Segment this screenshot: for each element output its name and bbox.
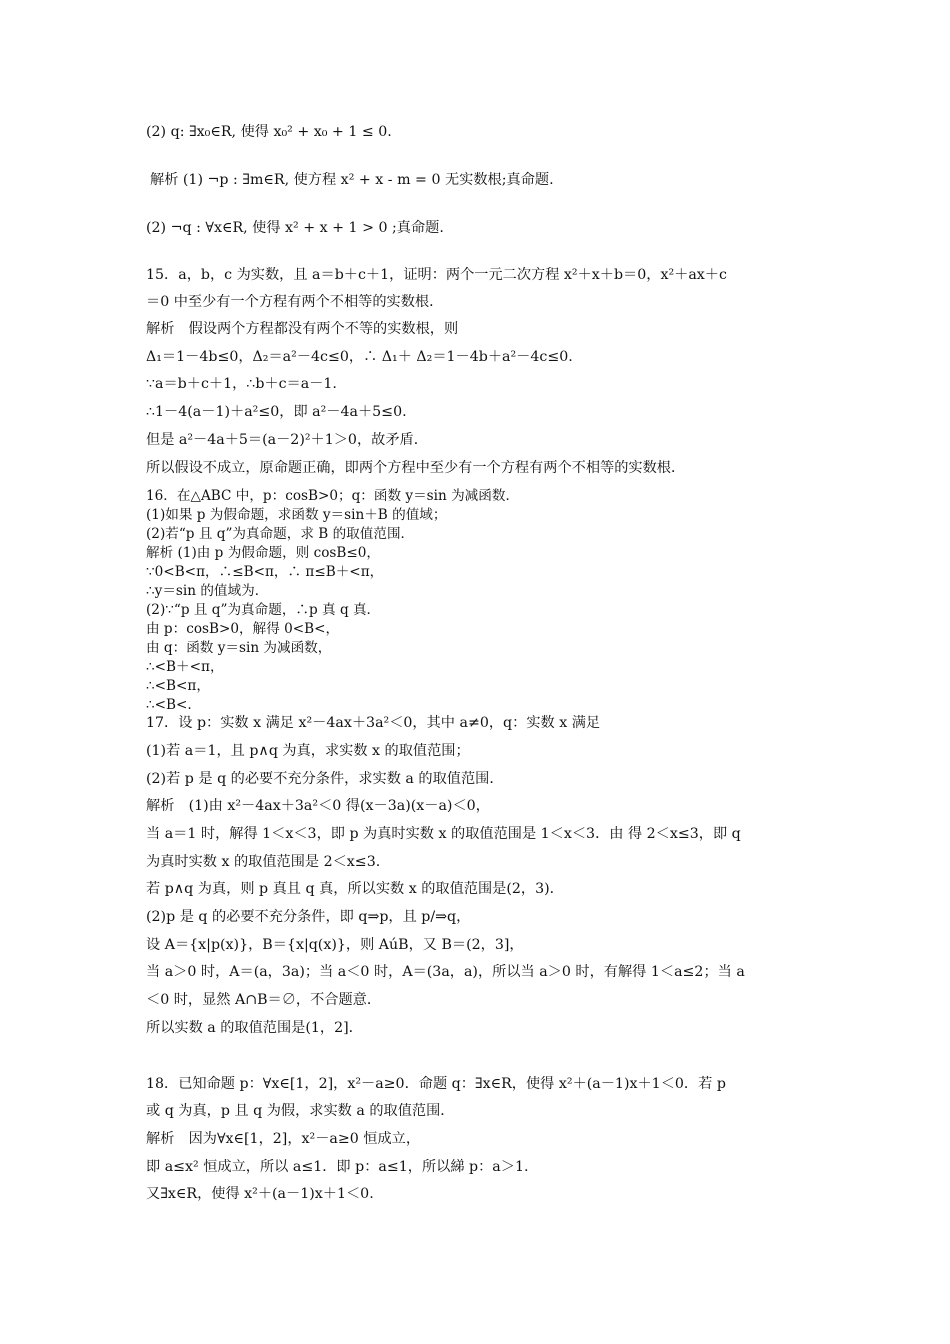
text-line-l04: 15．a，b，c 为实数，且 a＝b＋c＋1，证明：两个一元二次方程 x²＋x＋b＝0，x²＋ax＋c (146, 267, 727, 283)
text-line-l02: 解析 (1) ¬p : ∃m∈R, 使方程 x² + x - m = 0 无实数根;真命题. (150, 172, 554, 188)
text-line-l03: (2) ¬q : ∀x∈R, 使得 x² + x + 1 > 0 ;真命题. (146, 220, 444, 236)
text-line-l39: 即 a≤x² 恒成立，所以 a≤1．即 p：a≤1，所以綈 p：a＞1. (146, 1159, 529, 1175)
text-line-l31: (2)p 是 q 的必要不充分条件，即 q⇒p，且 p/⇒q， (146, 909, 471, 925)
text-line-l15: 解析 (1)由 p 为假命题，则 cosB≤0， (146, 545, 380, 561)
text-line-l40: 又∃x∈R，使得 x²＋(a－1)x＋1＜0. (146, 1186, 374, 1202)
text-line-l27: 解析 (1)由 x²－4ax＋3a²＜0 得(x－3a)(x－a)＜0， (146, 798, 490, 814)
text-line-l11: 所以假设不成立，原命题正确，即两个方程中至少有一个方程有两个不相等的实数根． (146, 460, 686, 476)
text-line-l28: 当 a＝1 时，解得 1＜x＜3，即 p 为真时实数 x 的取值范围是 1＜x＜3．由 得 2＜x≤3，即 q (146, 826, 741, 842)
text-line-l25: (1)若 a＝1，且 p∧q 为真，求实数 x 的取值范围； (146, 743, 470, 759)
text-line-l18: (2)∵“p 且 q”为真命题，∴p 真 q 真． (146, 602, 381, 618)
text-line-l17: ∴y＝sin 的值域为． (146, 583, 269, 599)
text-line-l13: (1)如果 p 为假命题，求函数 y＝sin＋B 的值域； (146, 507, 447, 523)
text-line-l37: 或 q 为真，p 且 q 为假，求实数 a 的取值范围． (146, 1103, 455, 1119)
text-line-l22: ∴<B<π， (146, 678, 210, 694)
text-line-l29: 为真时实数 x 的取值范围是 2＜x≤3. (146, 854, 381, 870)
text-line-l36: 18．已知命题 p：∀x∈[1，2]，x²－a≥0．命题 q：∃x∈R，使得 x²＋(a－1)x＋1＜0．若 p (146, 1076, 726, 1092)
text-line-l10: 但是 a²－4a＋5＝(a－2)²＋1＞0，故矛盾． (146, 432, 428, 448)
text-line-l19: 由 p：cosB>0，解得 0<B<， (146, 621, 340, 637)
text-line-l26: (2)若 p 是 q 的必要不充分条件，求实数 a 的取值范围． (146, 771, 504, 787)
text-line-l24: 17．设 p：实数 x 满足 x²－4ax＋3a²＜0，其中 a≠0，q：实数 x 满足 (146, 715, 601, 731)
text-line-l35: 所以实数 a 的取值范围是(1，2]． (146, 1020, 363, 1036)
text-line-l30: 若 p∧q 为真，则 p 真且 q 真，所以实数 x 的取值范围是(2，3)． (146, 881, 564, 897)
text-line-l01: (2) q: ∃x₀∈R, 使得 x₀² + x₀ + 1 ≤ 0. (146, 124, 392, 140)
text-line-l20: 由 q：函数 y＝sin 为减函数， (146, 640, 332, 656)
text-line-l12: 16．在△ABC 中，p：cosB>0；q：函数 y＝sin 为减函数． (146, 488, 520, 504)
text-line-l21: ∴<B＋<π， (146, 659, 224, 675)
text-line-l23: ∴<B<. (146, 697, 192, 713)
text-line-l32: 设 A＝{x|p(x)}，B＝{x|q(x)}，则 AúB，又 B＝(2，3]， (146, 937, 524, 953)
text-line-l38: 解析 因为∀x∈[1，2]，x²－a≥0 恒成立， (146, 1131, 421, 1147)
text-line-l07: Δ₁＝1－4b≤0，Δ₂＝a²－4c≤0，∴ Δ₁＋ Δ₂＝1－4b＋a²－4c≤0. (146, 349, 573, 365)
text-line-l34: ＜0 时，显然 A∩B＝∅，不合题意． (146, 992, 382, 1008)
text-line-l08: ∵a＝b＋c＋1，∴b＋c＝a－1. (146, 376, 337, 392)
text-line-l09: ∴1－4(a－1)＋a²≤0，即 a²－4a＋5≤0. (146, 404, 407, 420)
text-line-l06: 解析 假设两个方程都没有两个不等的实数根，则 (146, 321, 459, 337)
text-line-l16: ∵0<B<π，∴≤B<π，∴ π≤B＋<π， (146, 564, 384, 580)
text-line-l05: ＝0 中至少有一个方程有两个不相等的实数根． (146, 294, 444, 310)
text-line-l14: (2)若“p 且 q”为真命题，求 B 的取值范围． (146, 526, 415, 542)
text-line-l33: 当 a＞0 时，A＝(a，3a)；当 a＜0 时，A＝(3a，a)，所以当 a＞0 时，有解得 1＜a≤2；当 a (146, 964, 745, 980)
